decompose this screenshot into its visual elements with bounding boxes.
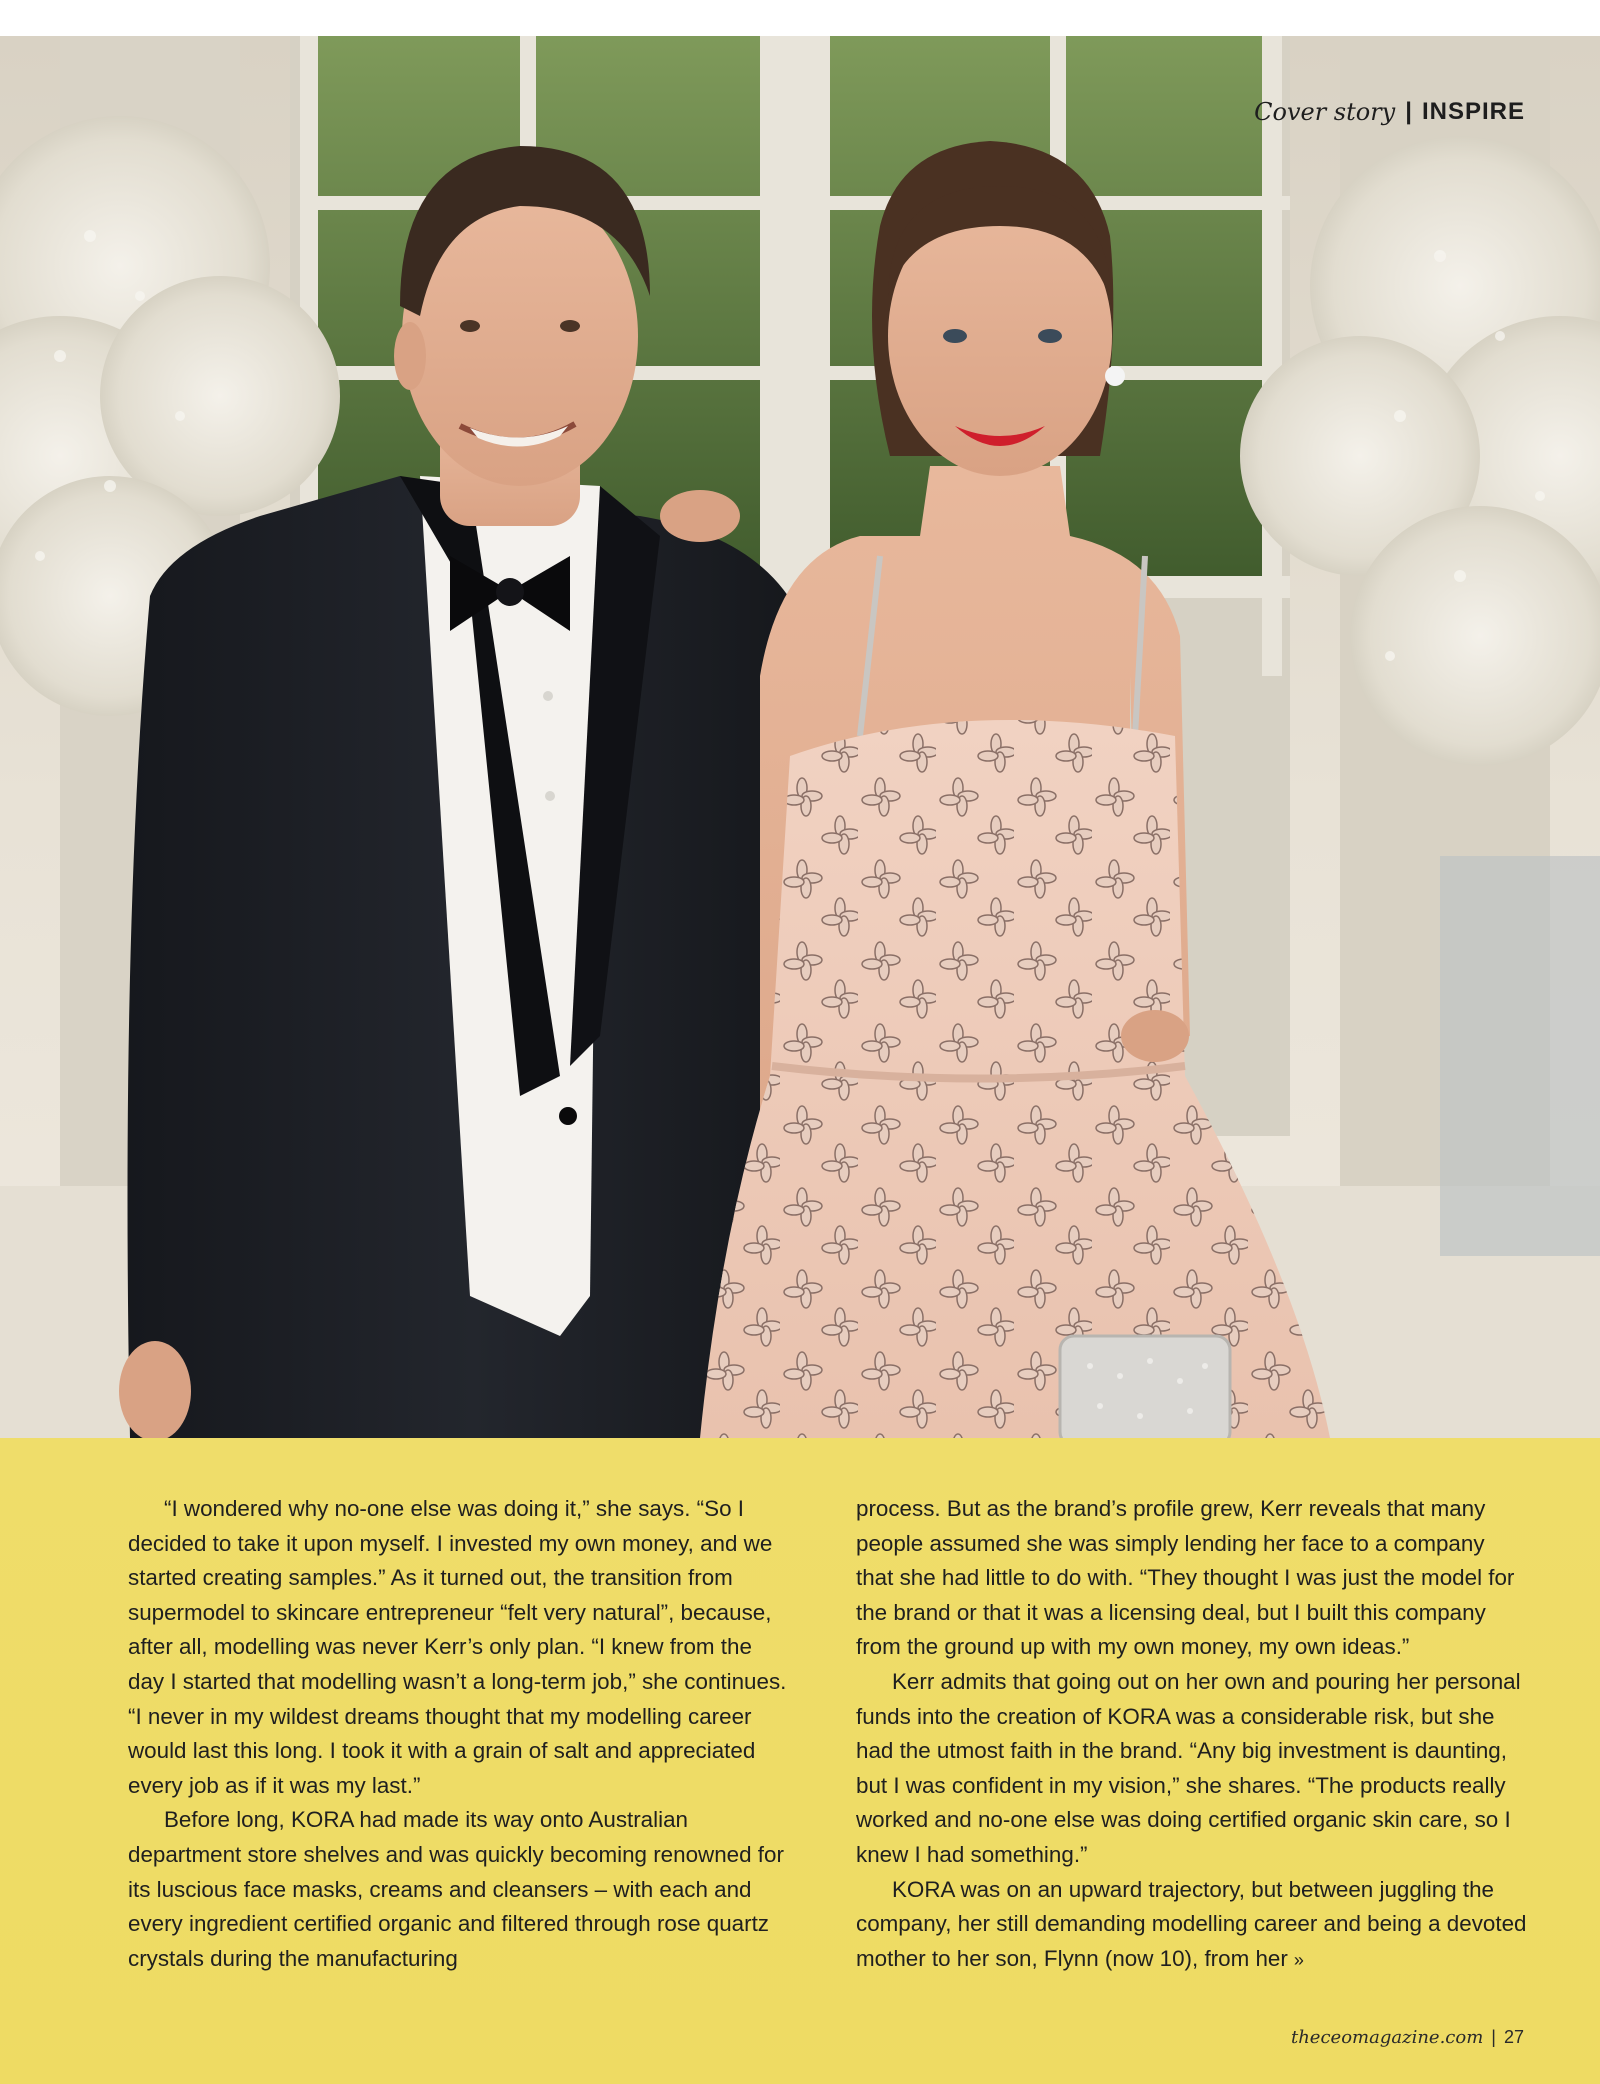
article-column-left <box>128 1492 794 1976</box>
article-paragraph: Kerr admits that going out on her own and pouring her personal funds into the creation of KORA was a considerable risk, but she had the utmost faith in the brand. “Any big investment is daunting, but I was confident in my vision,” she shares. “The products really worked and no-one else was doing certified organic skin care, so I knew I had something.” <box>856 1668 1521 1867</box>
article-paragraph: Before long, KORA had made its way onto Australian department store shelves and was quickly becoming renowned for its luscious face masks, creams and cleansers – with each and every ingredient certified organic and filtered through rose quartz crystals during the manufacturing <box>128 1807 784 1971</box>
footer-separator: | <box>1491 2027 1496 2047</box>
page-number: 27 <box>1503 2027 1524 2047</box>
article-column-right <box>856 1492 1528 1977</box>
category-label: INSPIRE <box>1421 98 1525 125</box>
section-label: Cover story <box>1254 98 1396 126</box>
article-paragraph-last <box>856 1873 1528 1978</box>
photo-illustration <box>0 36 1600 1438</box>
article-paragraph: “I wondered why no-one else was doing it,” she says. “So I decided to take it upon myself. I invested my own money, and we started creating samples.” As it turned out, the transition from supermodel to skincare entrepreneur “felt very natural”, because, after all, modelling was never Kerr’s only plan. “I knew from the day I started that modelling wasn’t a long-term job,” she continues. “I never in my wildest dreams thought that my modelling career would last this long. I took it with a grain of salt and appreciated every job as if it was my last.” <box>128 1496 787 1798</box>
page-footer <box>1291 2027 1524 2048</box>
article-paragraph-text: KORA was on an upward trajectory, but between juggling the company, her still demanding modelling career and being a devoted mother to her son, Flynn (now 10), from her <box>856 1876 1527 1971</box>
footer-site: theceomagazine.com <box>1290 2027 1484 2048</box>
section-header <box>1254 98 1525 126</box>
article-panel <box>0 1438 1600 2084</box>
header-separator: | <box>1405 98 1412 125</box>
cover-photo <box>0 36 1600 1438</box>
article-paragraph: process. But as the brand’s profile grew, Kerr reveals that many people assumed she was simply lending her face to a company that she had little to do with. “They thought I was just the model for the brand or that it was a licensing deal, but I built this company from the ground up with my own money, my own ideas.” <box>856 1496 1515 1660</box>
continue-arrow-icon: » <box>1293 1949 1304 1970</box>
